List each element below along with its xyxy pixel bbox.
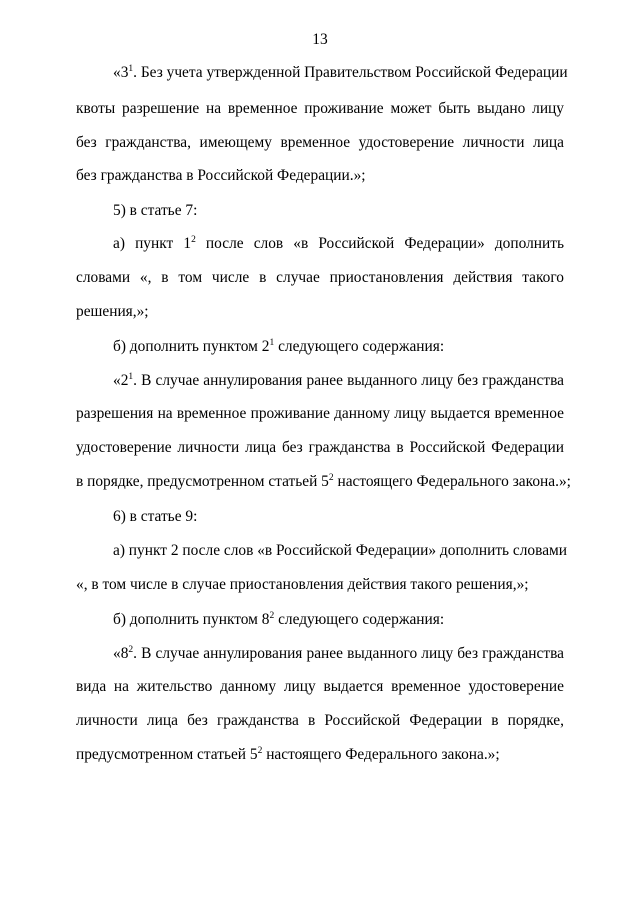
text-run: б) дополнить пунктом 2 xyxy=(113,338,270,355)
text-line xyxy=(76,745,564,765)
superscript: 2 xyxy=(269,611,275,621)
text-line xyxy=(113,644,564,664)
text-run: настоящего Федерального закона.»; xyxy=(262,746,500,763)
superscript: 1 xyxy=(269,338,275,348)
text-run: квоты разрешение на временное проживание может быть выдано лицу xyxy=(76,100,564,117)
superscript: 2 xyxy=(191,235,196,245)
text-line xyxy=(76,99,564,119)
text-run: личности лица без гражданства в Российской Федерации в порядке, xyxy=(76,712,564,729)
superscript: 2 xyxy=(328,473,334,483)
text-run: «2 xyxy=(113,372,129,389)
text-run: . В случае аннулирования ранее выданного лицу без гражданства xyxy=(133,372,564,389)
text-run: а) пункт 2 после слов «в Российской Федерации» дополнить словами xyxy=(113,542,568,559)
text-run: «8 xyxy=(113,645,129,662)
text-run: предусмотренном статьей 5 xyxy=(76,746,258,763)
text-run: без гражданства в Российской Федерации.»; xyxy=(76,167,366,184)
text-line xyxy=(76,404,564,424)
text-line xyxy=(76,166,564,186)
text-run: следующего содержания: xyxy=(274,338,445,355)
text-run: вида на жительство данному лицу выдается временное удостоверение xyxy=(76,678,564,695)
text-line xyxy=(76,575,564,595)
text-line xyxy=(76,677,564,697)
text-run: разрешения на временное проживание данному лицу выдается временное xyxy=(76,405,564,422)
text-line xyxy=(113,63,568,83)
text-run: а) пункт 1 xyxy=(113,235,192,252)
text-line xyxy=(113,234,564,254)
text-run: без гражданства, имеющему временное удостоверение личности лица xyxy=(76,134,564,151)
text-run: следующего содержания: xyxy=(274,611,445,628)
text-run: удостоверение личности лица без гражданства в Российской Федерации xyxy=(76,439,564,456)
superscript: 1 xyxy=(128,64,134,74)
superscript: 2 xyxy=(128,645,134,655)
text-line xyxy=(113,507,564,527)
text-line xyxy=(113,337,564,357)
text-line xyxy=(76,472,571,492)
text-run: решения,»; xyxy=(76,303,149,320)
superscript: 2 xyxy=(257,746,263,756)
text-run: . Без учета утвержденной Правительством Российской Федерации xyxy=(133,64,568,81)
text-line xyxy=(76,302,564,322)
text-run: . В случае аннулирования ранее выданного лицу без гражданства xyxy=(133,645,564,662)
text-run: «3 xyxy=(113,64,129,81)
text-line xyxy=(76,711,564,731)
text-run: настоящего Федерального закона.»; xyxy=(333,473,571,490)
text-line xyxy=(76,438,564,458)
text-run: б) дополнить пунктом 8 xyxy=(113,611,270,628)
text-run: словами «, в том числе в случае приостановления действия такого xyxy=(76,269,564,286)
text-line xyxy=(113,610,564,630)
text-line xyxy=(113,201,564,221)
text-run: 5) в статье 7: xyxy=(113,202,198,219)
text-line xyxy=(76,268,564,288)
text-run: в порядке, предусмотренном статьей 5 xyxy=(76,473,329,490)
text-line xyxy=(76,133,564,153)
superscript: 1 xyxy=(128,372,134,382)
text-run: «, в том числе в случае приостановления действия такого решения,»; xyxy=(76,576,529,593)
text-line xyxy=(113,371,564,391)
text-run: после слов «в Российской Федерации» дополнить xyxy=(195,235,565,252)
page-number: 13 xyxy=(312,31,328,48)
text-line xyxy=(113,541,568,561)
text-run: 6) в статье 9: xyxy=(113,508,198,525)
